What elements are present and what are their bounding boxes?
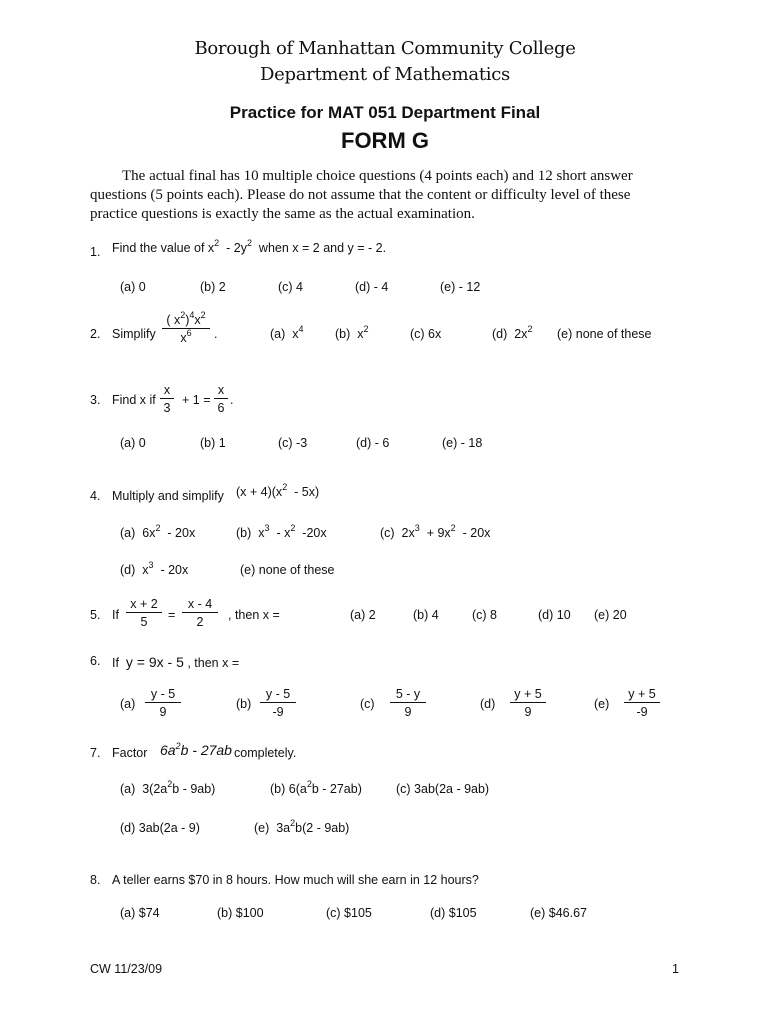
q5-choice-a[interactable]: (a) 2 (350, 608, 376, 622)
page-number: 1 (672, 962, 679, 976)
q7-choice-a[interactable]: (a) $3(2a^2b - 9ab)$ (120, 779, 216, 796)
form-label: FORM G (341, 128, 429, 153)
q5-fraction-left: $\frac{x + 2}{5}$ (126, 597, 162, 629)
q5-fraction-right: $\frac{x - 4}{2}$ (182, 597, 218, 629)
q6-prompt: If y = 9x - 5 , then x = (112, 654, 240, 670)
q4-choice-d[interactable]: (d) $x^3 - 20x$ (120, 560, 189, 577)
q5-choice-e[interactable]: (e) 20 (594, 608, 627, 622)
q3-choice-b[interactable]: (b) 1 (200, 436, 226, 450)
q8-number: 8. (90, 873, 101, 887)
q3-choice-e[interactable]: (e) - 18 (442, 436, 483, 450)
q2-choice-b[interactable]: (b) $x^2$ (335, 324, 369, 341)
q4-number: 4. (90, 489, 101, 503)
q6-choice-d-fraction: $\frac{y + 5}{9}$ (510, 687, 546, 719)
q1-choice-b[interactable]: (b) 2 (200, 280, 226, 294)
q3-prompt-start: Find x if (112, 393, 156, 407)
q2-number: 2. (90, 327, 101, 341)
q4-label: Multiply and simplify (112, 489, 224, 503)
q3-choice-a[interactable]: (a) 0 (120, 436, 146, 450)
q5-number: 5. (90, 608, 101, 622)
q6-choice-e-fraction: $\frac{y + 5}{-9}$ (624, 687, 660, 719)
footer-date: CW 11/23/09 (90, 962, 163, 976)
q6-choice-a[interactable]: (a) (120, 697, 136, 711)
q1-choice-c[interactable]: (c) 4 (278, 280, 303, 294)
q8-choice-a[interactable]: (a) $74 (120, 906, 160, 920)
q2-choice-a[interactable]: (a) $x^4$ (270, 324, 304, 341)
q6-choice-b-fraction: $\frac{y - 5}{-9}$ (260, 687, 296, 719)
q6-choice-c[interactable]: (c) (360, 697, 375, 711)
q5-choice-d[interactable]: (d) 10 (538, 608, 571, 622)
q5-prompt-end: , then x = (228, 608, 280, 622)
q8-choice-d[interactable]: (d) $105 (430, 906, 477, 920)
q2-expression: $\frac{( x^2)^4x^2}{x^6}$ (162, 313, 210, 345)
q1-choice-e[interactable]: (e) - 12 (440, 280, 481, 294)
q1-number: 1. (90, 245, 101, 259)
q8-choice-b[interactable]: (b) $100 (217, 906, 264, 920)
q4-expression: $(x + 4)(x^2 - 5x)$ (236, 482, 320, 499)
q6-choice-c-fraction: $\frac{5 - y}{9}$ (390, 687, 426, 719)
q7-choice-e[interactable]: (e) $3a^2b(2 - 9ab)$ (254, 818, 350, 835)
q6-choice-e[interactable]: (e) (594, 697, 610, 711)
q7-prompt-end: completely. (234, 746, 297, 760)
q2-choice-e[interactable]: (e) none of these (557, 327, 652, 341)
q7-choice-b[interactable]: (b) $6(a^2b - 27ab)$ (270, 779, 362, 796)
q2-choice-c[interactable]: (c) 6x (410, 327, 442, 341)
q2-choice-d[interactable]: (d) $2x^2$ (492, 324, 533, 341)
q7-label: Factor (112, 746, 148, 760)
q5-choice-c[interactable]: (c) 8 (472, 608, 497, 622)
college-name: Borough of Manhattan Community College (194, 38, 576, 59)
q4-choice-c[interactable]: (c) $2x^3 + 9x^2 - 20x$ (380, 523, 491, 540)
q3-fraction-right: $\frac{x}{6}$ (214, 383, 228, 415)
q7-choice-c[interactable]: (c) 3ab(2a - 9ab) (396, 782, 490, 796)
q6-choice-d[interactable]: (d) (480, 697, 496, 711)
q3-choice-c[interactable]: (c) -3 (278, 436, 308, 450)
q8-choice-e[interactable]: (e) $46.67 (530, 906, 587, 920)
q6-choice-a-fraction: $\frac{y - 5}{9}$ (145, 687, 181, 719)
q1-choice-a[interactable]: (a) 0 (120, 280, 146, 294)
intro-paragraph: The actual final has 10 multiple choice questions (4 points each) and 12 short answer questions (5 points each). Please do not assume that the content or difficulty level of these practice questions is exactly the same as the actual examination. (90, 168, 633, 222)
q4-choice-b[interactable]: (b) $x^3 - x^2$ -20x (236, 523, 327, 540)
q7-choice-d[interactable]: (d) 3ab(2a - 9) (120, 821, 200, 835)
q3-fraction-left: $\frac{x}{3}$ (160, 383, 174, 415)
department-name: Department of Mathematics (260, 64, 510, 85)
q3-choice-d[interactable]: (d) - 6 (356, 436, 390, 450)
q3-number: 3. (90, 393, 101, 407)
page-title: Practice for MAT 051 Department Final (229, 103, 541, 122)
q6-number: 6. (90, 654, 101, 668)
q4-choice-e[interactable]: (e) none of these (240, 563, 335, 577)
q6-choice-b[interactable]: (b) (236, 697, 252, 711)
q7-number: 7. (90, 746, 101, 760)
q7-expression: $6a^2b - 27ab$ (160, 741, 232, 758)
q2-label: Simplify (112, 327, 156, 341)
q1-prompt: Find the value of $x^2 - 2y^2$ when x = 2 and y = - 2. (112, 238, 387, 255)
q4-choice-a[interactable]: (a) $6x^2 - 20x$ (120, 523, 196, 540)
q8-prompt: A teller earns $70 in 8 hours. How much will she earn in 12 hours? (112, 873, 479, 887)
q8-choice-c[interactable]: (c) $105 (326, 906, 372, 920)
q5-choice-b[interactable]: (b) 4 (413, 608, 439, 622)
q1-choice-d[interactable]: (d) - 4 (355, 280, 389, 294)
